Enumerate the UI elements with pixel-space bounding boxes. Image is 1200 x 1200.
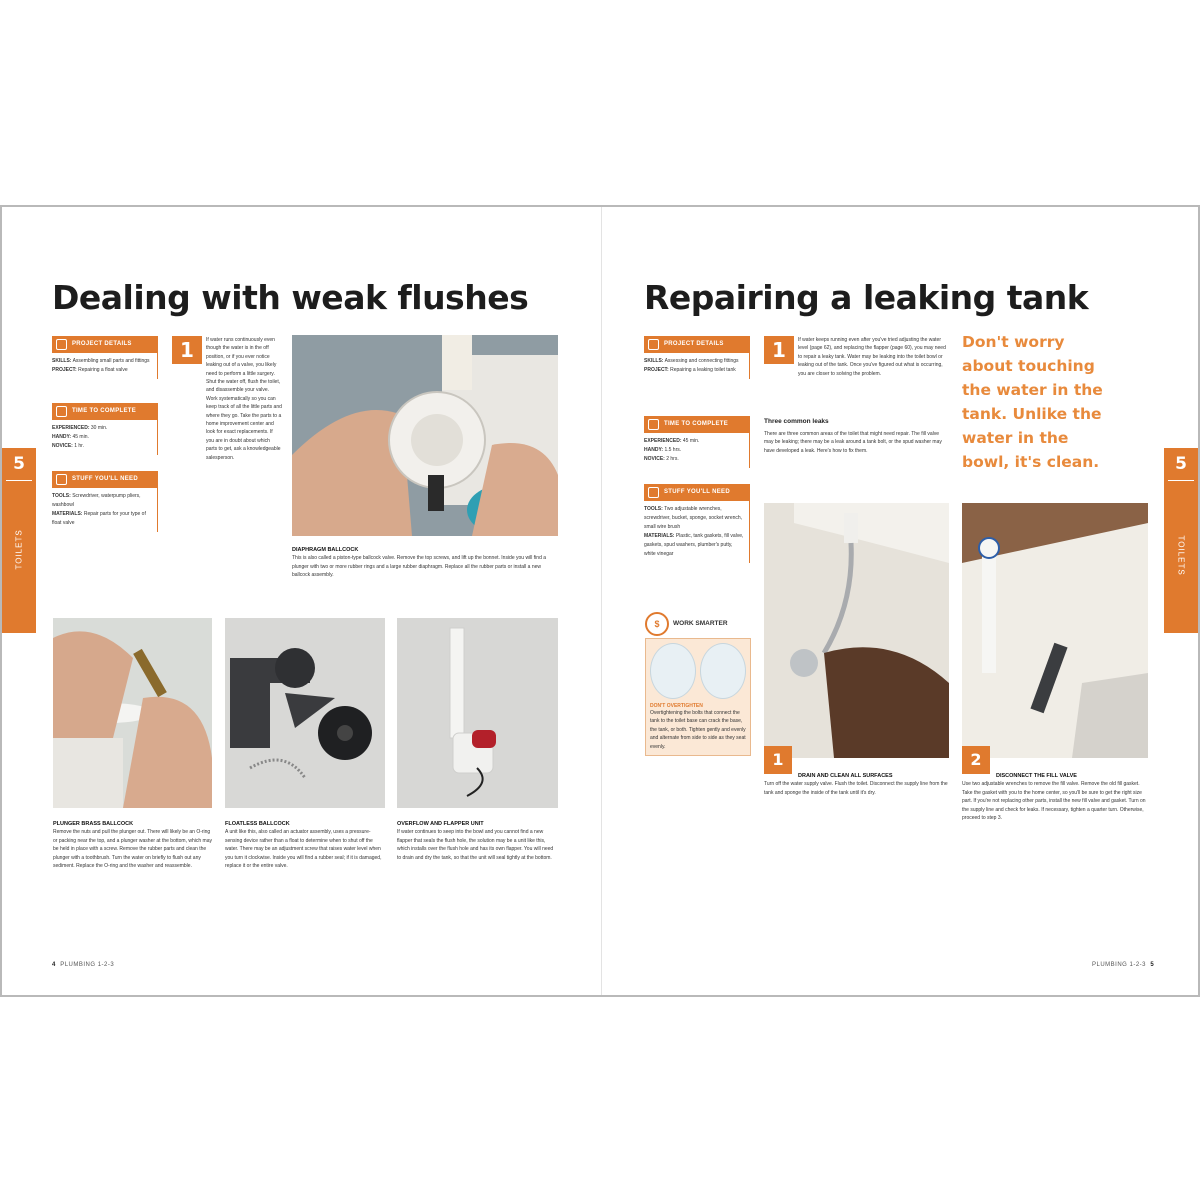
toolbox-icon — [56, 474, 67, 485]
diagram-image — [700, 643, 746, 699]
info-header: STUFF YOU'LL NEED — [52, 471, 158, 488]
tab-word: TOILETS — [14, 529, 24, 570]
caption-floatless: FLOATLESS BALLCOCK A unit like this, also called an actuator assembly, uses a pressure-sensing device rather than a float to determine when to shut off the water. There may be an adjustment screw that raises water level when you turn it clockwise. Inside you will find a rubber seal; if it is damaged, replace it or the entire valve. — [225, 821, 382, 870]
info-header: PROJECT DETAILS — [644, 336, 750, 353]
plunger-ballcock-photo — [53, 618, 212, 808]
caption-diaphragm: DIAPHRAGM BALLCOCK This is also called a piston-type ballcock valve. Remove the top screws, and lift up the bonnet. Inside you will find a plunger with two or more rubber rings and a large rubber diaphragm. Replace all the rubber parts or install a new ballcock assembly. — [292, 547, 547, 579]
left-page-title: Dealing with weak flushes — [52, 278, 529, 317]
tab-number: 5 — [13, 454, 25, 474]
right-intro-text: If water keeps running even after you've tried adjusting the water level (page 62), and replacing the flapper (page 60), you may need to repair a leaky tank. Water may be leaking into the toilet bowl or leaking out of the tank. Once you've figured out what is occurring, you are closer to solving the problem. — [798, 337, 946, 377]
floatless-ballcock-photo — [225, 618, 385, 808]
left-side-tab — [2, 448, 36, 633]
info-header: TIME TO COMPLETE — [644, 416, 750, 433]
info-header: TIME TO COMPLETE — [52, 403, 158, 420]
right-project-details — [644, 336, 750, 379]
caption-overflow: OVERFLOW AND FLAPPER UNIT If water continues to seep into the bowl and you cannot find a new flapper that seals the flush hole, the solution may be a unit like this, which installs over the flush hole and has its own flapper. You will need to drain and dry the tank, so that the unit will seal tightly at the bottom. — [397, 821, 554, 861]
tab-word: TOILETS — [1176, 535, 1186, 576]
work-smarter-images — [650, 643, 746, 699]
wrench-icon — [648, 339, 659, 350]
tab-number: 5 — [1175, 454, 1187, 474]
right-step-number: 1 — [764, 336, 794, 364]
right-folio: PLUMBING 1-2-3 5 — [1092, 962, 1155, 968]
diaphragm-ballcock-photo — [292, 335, 558, 536]
left-step-number: 1 — [172, 336, 202, 364]
gutter — [601, 207, 602, 995]
right-time-to-complete — [644, 416, 750, 468]
info-body: TOOLS: Two adjustable wrenches, screwdriver, bucket, sponge, socket wrench, small wire brush MATERIALS: Plastic, tank gaskets, fill valve, gaskets, spud washers, plumber's putty, white vinegar — [644, 501, 750, 563]
right-sub-text: There are three common areas of the toilet that might need repair. The fill valve may be leaking; there may be a leak around a tank bolt, or the spud washer may have developed a leak. Here's how to fix them. — [764, 431, 942, 454]
left-stuff-needed — [52, 471, 158, 532]
pull-quote: Don't worry about touching the water in the tank. Unlike the water in the bowl, it's clean. — [962, 333, 1103, 471]
right-sub-head: Three common leaks — [764, 418, 829, 425]
info-body: EXPERIENCED: 30 min. HANDY: 45 min. NOVICE: 1 hr. — [52, 420, 158, 455]
right-page-title: Repairing a leaking tank — [644, 278, 1089, 317]
info-body: SKILLS: Assessing and connecting fittings PROJECT: Repairing a leaking toilet tank — [644, 353, 750, 379]
work-smarter-header: $ WORK SMARTER — [645, 612, 751, 636]
left-project-details — [52, 336, 158, 379]
info-body: SKILLS: Assembling small parts and fittings PROJECT: Repairing a float valve — [52, 353, 158, 379]
diagram-image — [650, 643, 696, 699]
coin-icon: $ — [645, 612, 669, 636]
tab-rule — [1168, 480, 1194, 481]
right-side-tab — [1164, 448, 1198, 633]
toolbox-icon — [648, 487, 659, 498]
right-stuff-needed — [644, 484, 750, 563]
left-folio: 4 PLUMBING 1-2-3 — [52, 962, 115, 968]
clock-icon — [648, 419, 659, 430]
work-smarter-title: DON'T OVERTIGHTEN — [650, 703, 703, 709]
left-intro-text: If water runs continuously even though the water is in the off position, or if you ever notice leaking out of a valve, you likely need to perform a little surgery. Shut the water off, flush the toilet, and disassemble your valve. Work systematically so you can keep track of all the little parts and where they go. Take the parts to a home improvement center and look for exact replacements. If you are in doubt about which parts to get, ask a knowledgeable salesperson. — [206, 337, 282, 461]
work-smarter-body — [645, 638, 751, 756]
supply-valve-photo — [764, 503, 949, 758]
info-header: PROJECT DETAILS — [52, 336, 158, 353]
step-2-number: 2 — [962, 746, 990, 774]
step-1-number: 1 — [764, 746, 792, 774]
step-1-caption: DRAIN AND CLEAN ALL SURFACES Turn off the water supply valve. Flush the toilet. Disconnect the supply line from the tank and sponge the inside of the tank until it's dry. — [764, 773, 948, 796]
fill-valve-photo — [962, 503, 1148, 758]
info-header: STUFF YOU'LL NEED — [644, 484, 750, 501]
wrench-icon — [56, 339, 67, 350]
step-2-caption: DISCONNECT THE FILL VALVE Use two adjustable wrenches to remove the fill valve. Remove the old fill gasket. Take the gasket with you to the home center, so you'll be sure to get the right size part. If you're not replacing other parts, install the new fill valve and gasket. Turn on the supply line and check for leaks. If necessary, tighten a quarter turn. Otherwise, proceed to step 3. — [962, 773, 1146, 822]
left-time-to-complete — [52, 403, 158, 455]
info-body: EXPERIENCED: 45 min. HANDY: 1.5 hrs. NOVICE: 2 hrs. — [644, 433, 750, 468]
overflow-flapper-photo — [397, 618, 558, 808]
caption-plunger: PLUNGER BRASS BALLCOCK Remove the nuts and pull the plunger out. There will likely be an O-ring or packing near the top, and a plunger washer at the bottom, which may be held in place with a screw. Remove the rubber parts and clean the plunger with a toothbrush. Turn the water on briefly to flush out any sediment. Replace the O-ring and the washer and reassemble. — [53, 821, 212, 870]
clock-icon — [56, 406, 67, 417]
work-smarter-text: Overtightening the bolts that connect the tank to the toilet base can crack the base, the tank, or both. Tighten gently and evenly and alternate from side to side as they seat evenly. — [650, 710, 746, 750]
tab-rule — [6, 480, 32, 481]
work-smarter-box — [645, 612, 751, 756]
info-body: TOOLS: Screwdriver, waterpump pliers, washbowl MATERIALS: Repair parts for your type of float valve — [52, 488, 158, 532]
